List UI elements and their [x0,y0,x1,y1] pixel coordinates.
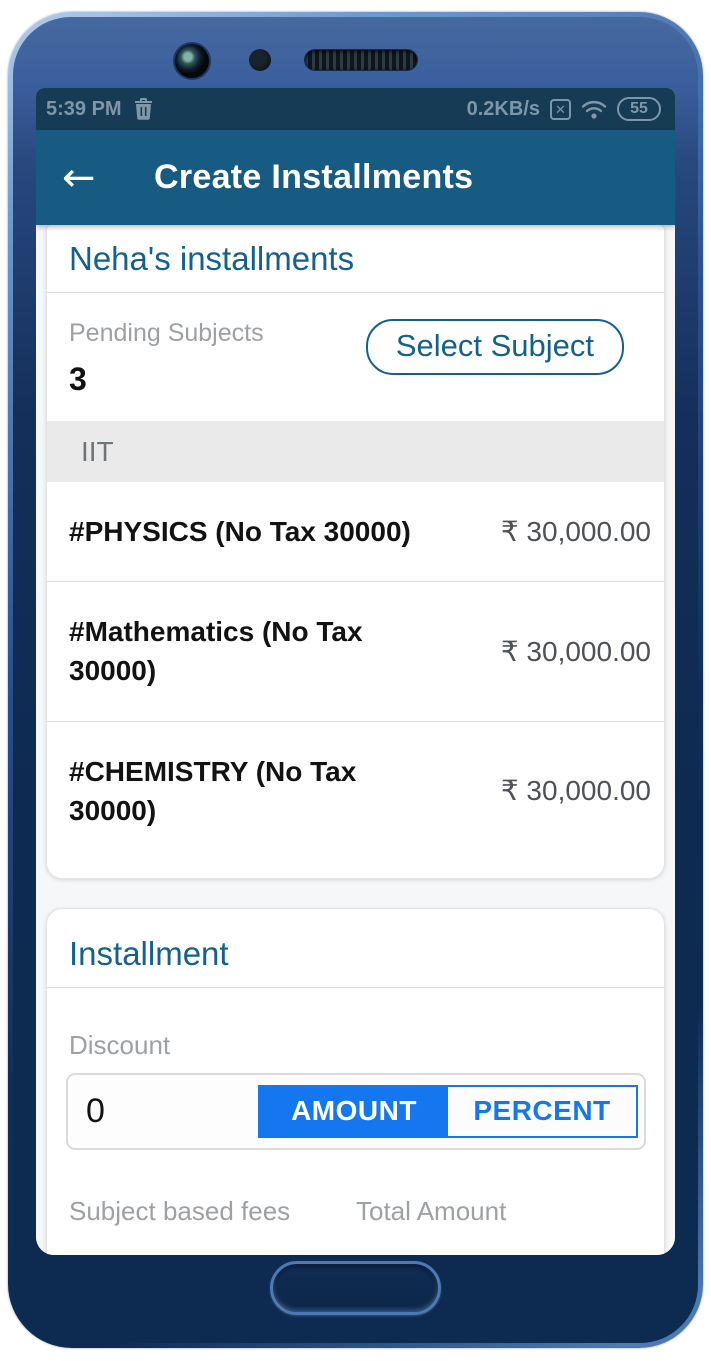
installment-card [46,908,665,1255]
divider [47,987,664,988]
amount-toggle-button[interactable]: AMOUNT [260,1087,448,1136]
subject-amount: ₹ 30,000.00 [500,516,651,548]
subject-name: #Mathematics (No Tax 30000) [69,616,363,687]
content-area [36,225,675,1255]
battery-icon [617,97,661,121]
status-bar [36,88,675,130]
installments-card [46,225,665,879]
phone-screen [36,88,675,1255]
installment-card-title: Installment [69,934,229,972]
percent-toggle-button[interactable]: PERCENT [448,1087,636,1136]
subject-row-chemistry[interactable] [47,722,664,860]
subject-based-fees-label: Subject based fees [69,1195,291,1226]
phone-bezel [13,17,698,1343]
earpiece-speaker [305,50,417,70]
subject-row-mathematics[interactable] [47,582,664,720]
battery-level: 55 [630,100,648,117]
discount-type-toggle [258,1085,638,1138]
installments-card-title: Neha's installments [69,240,355,277]
fees-labels-row [69,1196,642,1227]
proximity-sensor-icon [249,49,271,71]
subject-row-physics[interactable] [47,482,664,581]
subject-name: #CHEMISTRY (No Tax 30000) [69,755,357,826]
discount-label: Discount [69,1029,171,1060]
subject-name: #PHYSICS (No Tax 30000) [69,516,411,547]
network-speed: 0.2KB/s [466,97,540,120]
phone-frame [8,12,703,1348]
trash-icon [134,98,153,120]
pending-subjects-row [47,293,664,421]
pending-subjects-count: 3 [69,361,87,397]
no-sim-icon: ✕ [550,99,571,120]
subject-amount: ₹ 30,000.00 [500,775,651,807]
app-bar [36,130,675,225]
status-time: 5:39 PM [46,97,122,120]
select-subject-button[interactable]: Select Subject [366,319,624,375]
home-button[interactable] [270,1261,441,1315]
discount-input[interactable] [68,1092,218,1131]
wifi-icon [581,98,607,120]
back-arrow-icon[interactable]: ← [62,154,96,201]
discount-field-group [66,1073,646,1150]
page-title: Create Installments [154,158,474,196]
pending-subjects-label: Pending Subjects [69,319,264,347]
subject-group-header [47,421,664,482]
group-header-label: IIT [81,435,114,467]
subject-amount: ₹ 30,000.00 [500,635,651,667]
front-camera-icon [175,44,209,78]
total-amount-label: Total Amount [356,1195,507,1226]
